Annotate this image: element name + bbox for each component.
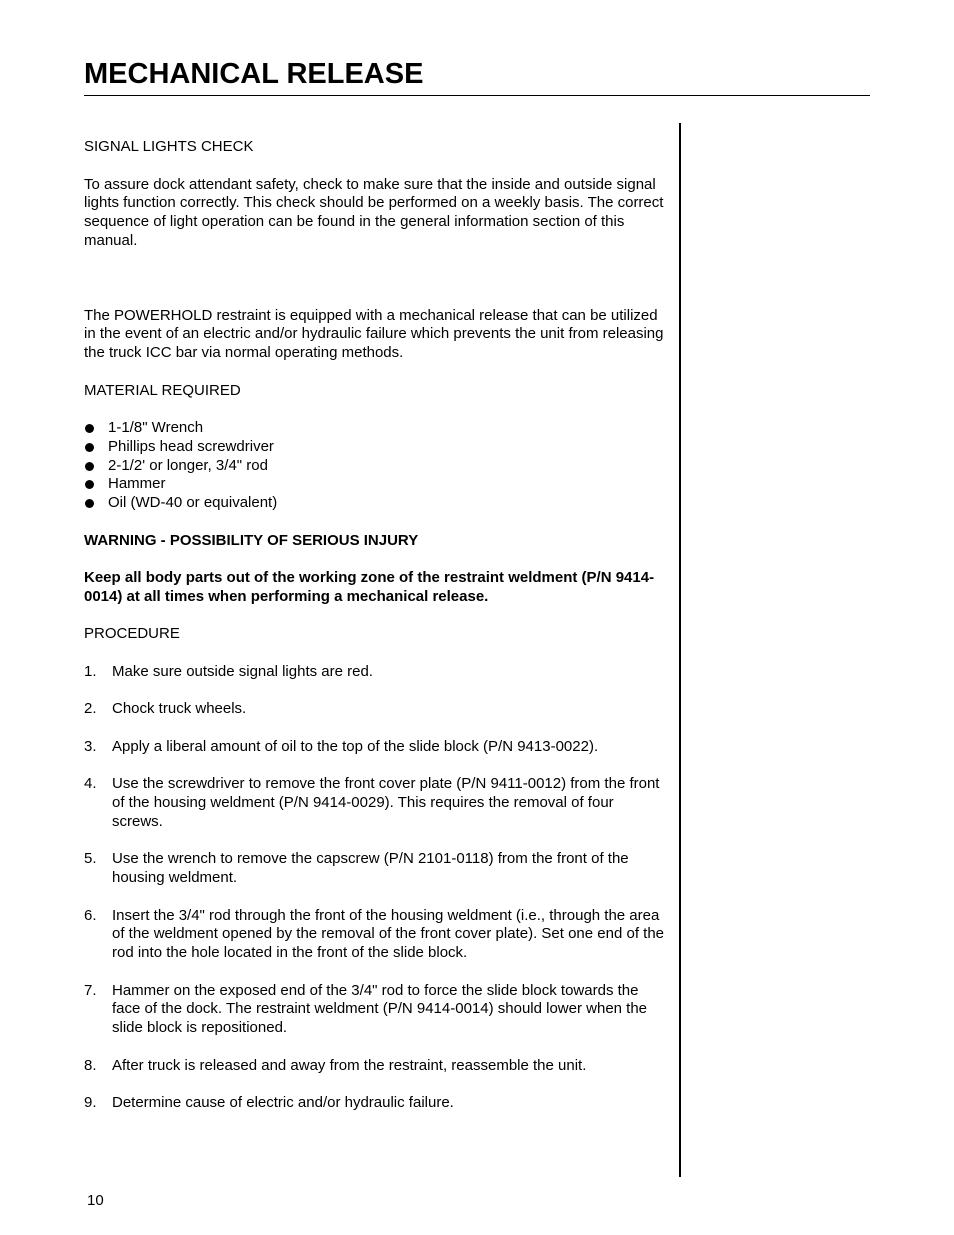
- procedure-step: 2. Chock truck wheels.: [84, 700, 247, 718]
- procedure-heading: PROCEDURE: [84, 625, 180, 643]
- signal-lights-text: To assure dock attendant safety, check to make sure that the inside and outside signal lights function correctly. This check should be performed on a weekly basis. The correct sequence of light operation can be found in the general information section of this manual.: [84, 175, 664, 249]
- page-title: MECHANICAL RELEASE: [84, 58, 424, 90]
- procedure-step: 7. Hammer on the exposed end of the 3/4" rod to force the slide block towards the face of the dock. The restraint weldment (P/N 9414-0014) should lower when the slide block is repositioned.: [84, 981, 648, 1036]
- list-item: Hammer: [84, 475, 664, 494]
- procedure-step: 5. Use the wrench to remove the capscrew (P/N 2101-0118) from the front of the housing weldment.: [84, 850, 629, 886]
- list-item: 1-1/8" Wrench: [84, 419, 664, 438]
- bullet-icon: [85, 499, 94, 508]
- title-rule: [84, 95, 870, 96]
- warning-heading: WARNING - POSSIBILITY OF SERIOUS INJURY: [84, 531, 419, 549]
- bullet-icon: [85, 462, 94, 471]
- main-content: [84, 138, 664, 1113]
- column-divider: [679, 123, 681, 1177]
- list-item: Phillips head screwdriver: [84, 438, 664, 457]
- warning-text: Keep all body parts out of the working zone of the restraint weldment (P/N 9414-0014) at all times when performing a mechanical release.: [84, 569, 655, 605]
- procedure-step: 9. Determine cause of electric and/or hydraulic failure.: [84, 1094, 454, 1111]
- procedure-steps: [84, 663, 664, 1113]
- signal-lights-heading: SIGNAL LIGHTS CHECK: [84, 138, 254, 155]
- page-number: 10: [87, 1192, 104, 1209]
- material-list: [84, 419, 664, 513]
- bullet-icon: [85, 443, 94, 452]
- list-item: Oil (WD-40 or equivalent): [84, 494, 664, 513]
- procedure-step: 3. Apply a liberal amount of oil to the top of the slide block (P/N 9413-0022).: [84, 737, 599, 755]
- intro-text: The POWERHOLD restraint is equipped with a mechanical release that can be utilized in the event of an electric and/or hydraulic failure which prevents the unit from releasing the truck ICC bar via normal operating methods.: [84, 306, 664, 361]
- material-heading: MATERIAL REQUIRED: [84, 381, 241, 399]
- procedure-step: 4. Use the screwdriver to remove the front cover plate (P/N 9411-0012) from the front of the housing weldment (P/N 9414-0029). This requires the removal of four screws.: [84, 775, 660, 830]
- bullet-icon: [85, 424, 94, 433]
- list-item: 2-1/2' or longer, 3/4" rod: [84, 457, 664, 476]
- procedure-step: 8. After truck is released and away from the restraint, reassemble the unit.: [84, 1056, 587, 1074]
- bullet-icon: [85, 480, 94, 489]
- procedure-step: 1. Make sure outside signal lights are red.: [84, 662, 373, 680]
- procedure-step: 6. Insert the 3/4" rod through the front of the housing weldment (i.e., through the area of the weldment opened by the removal of the front cover plate). Set one end of the rod into the hole located in the front of the slide block.: [84, 906, 665, 961]
